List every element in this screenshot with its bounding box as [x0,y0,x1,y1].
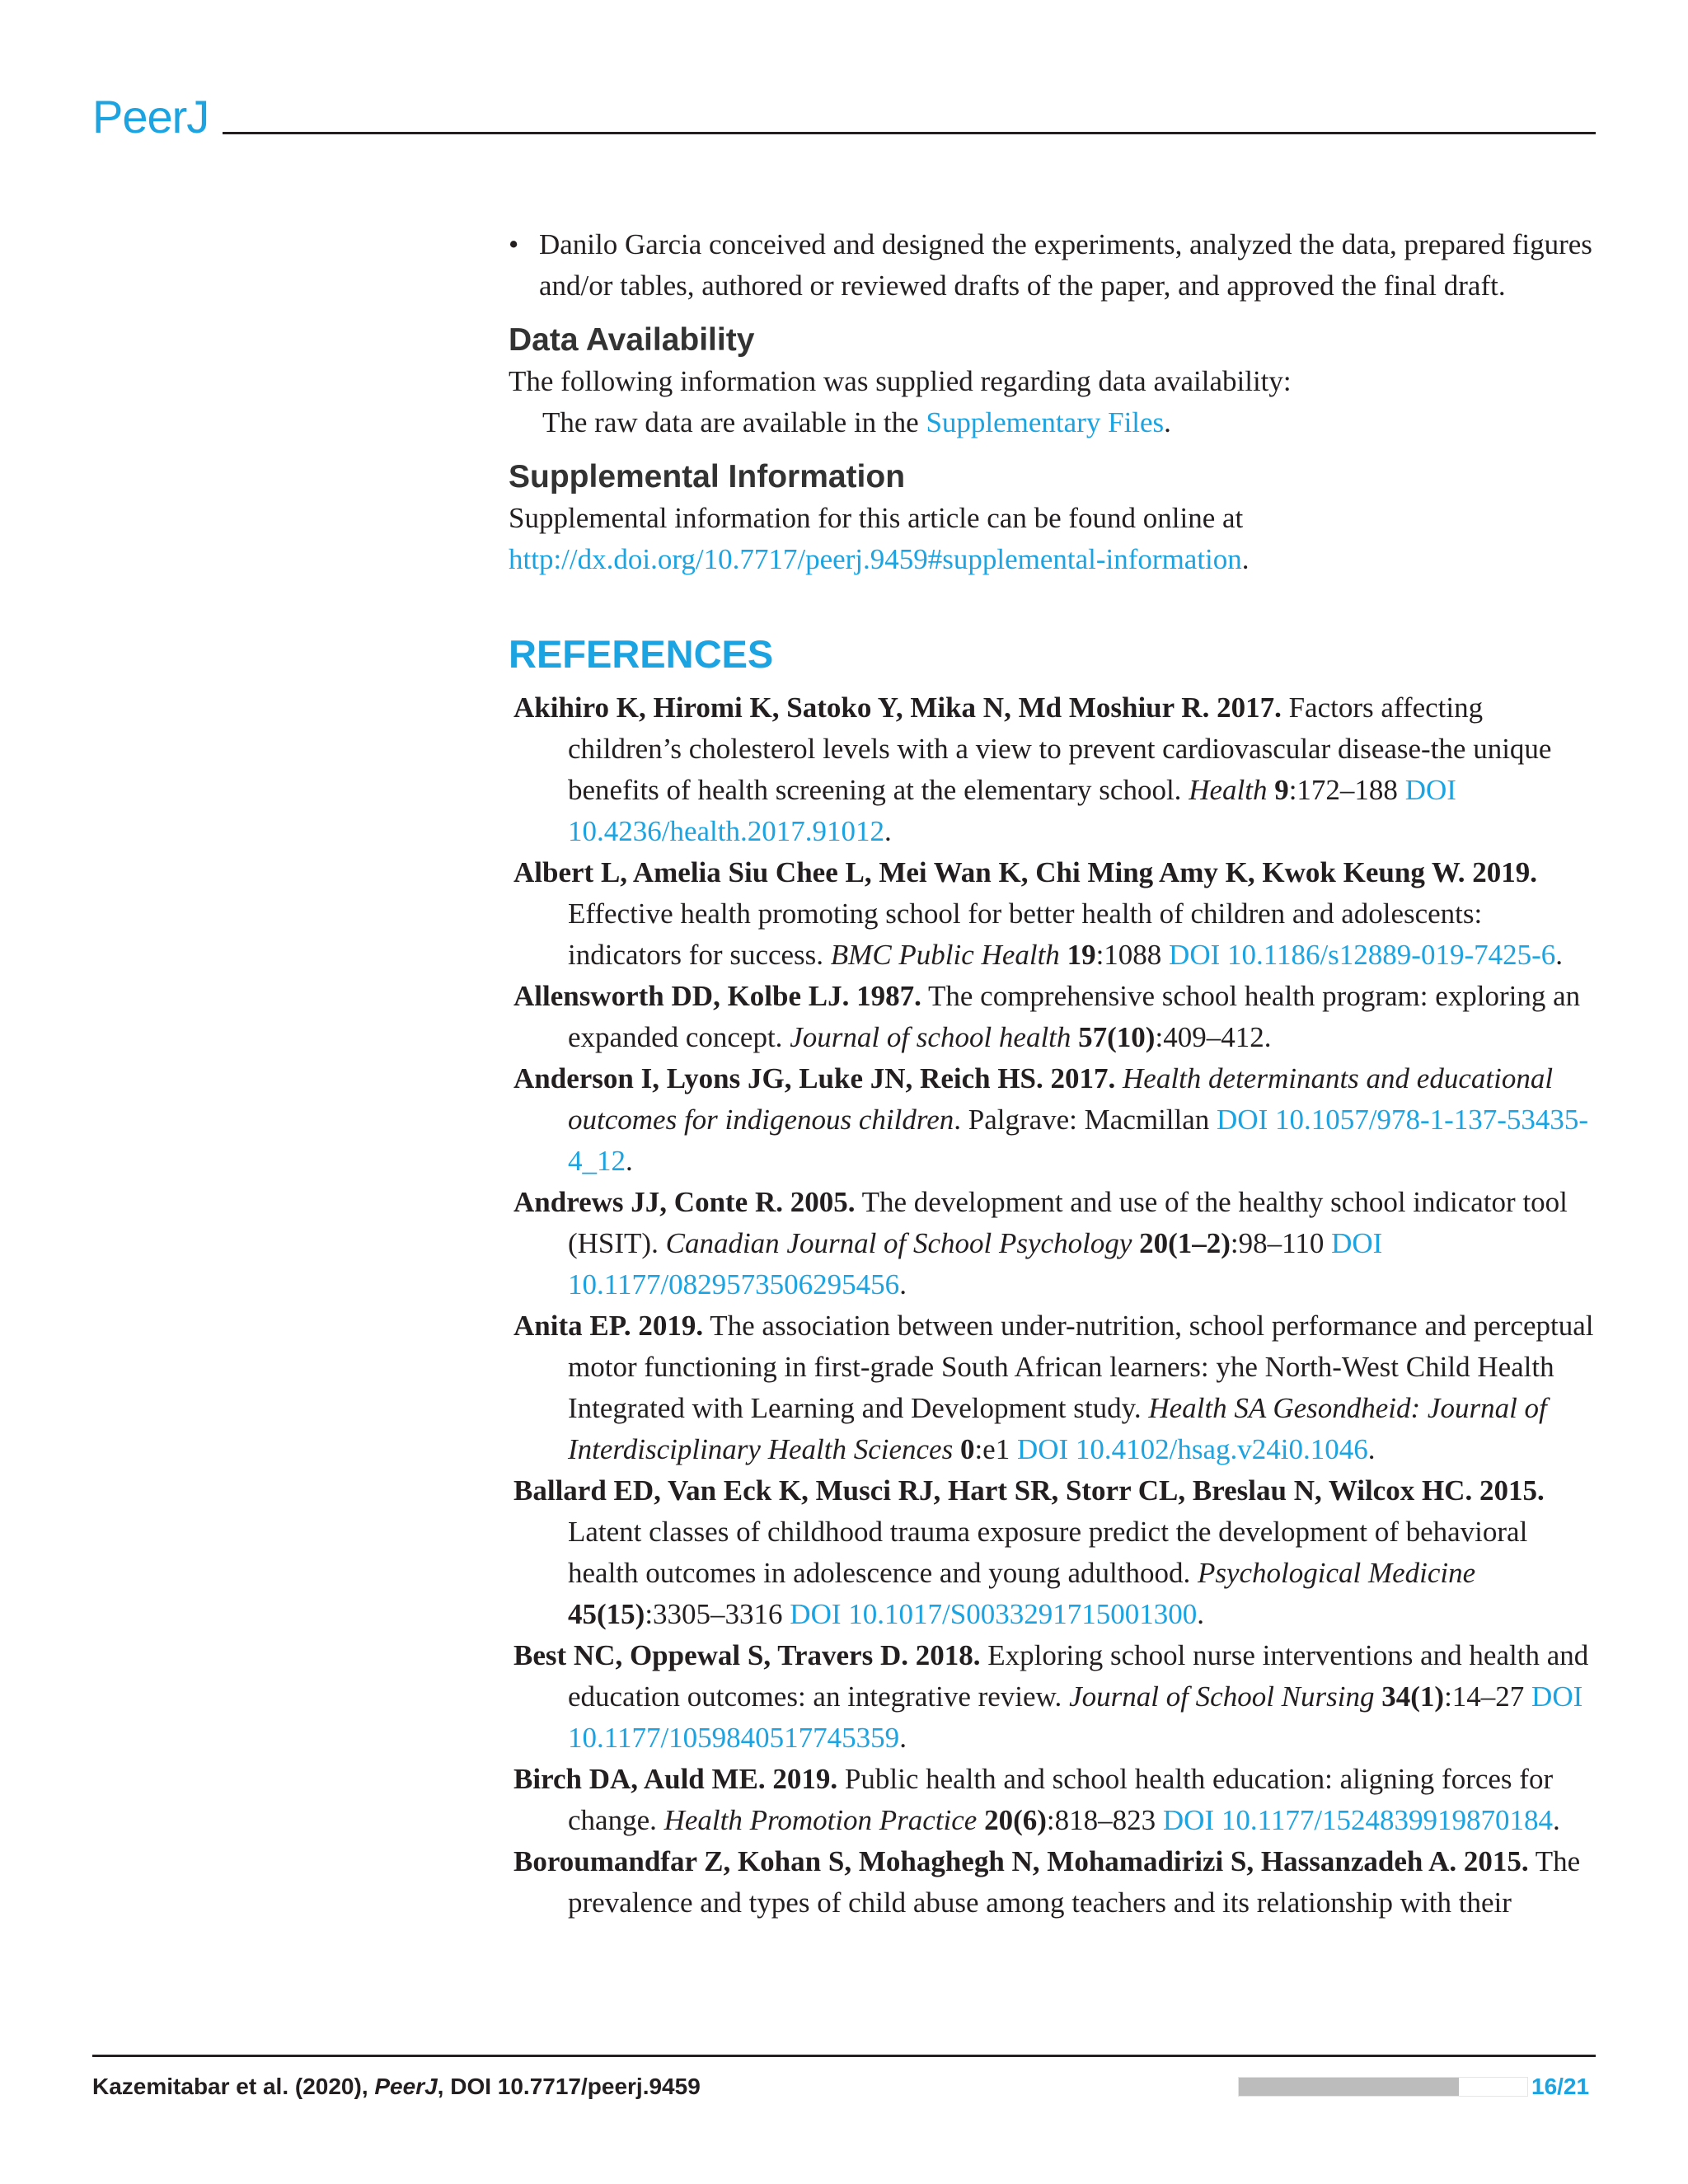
reference-pages: Palgrave: Macmillan [968,1104,1217,1136]
reference-pages: :1088 [1095,939,1170,971]
supplemental-doi-link[interactable]: http://dx.doi.org/10.7717/peerj.9459#supplemental-information [509,543,1242,575]
reference-doi-link[interactable]: DOI 10.1177/0829573506295456 [568,1227,1383,1301]
data-availability-intro: The following information was supplied regarding data availability: [509,365,1292,397]
reference-pages: :172–188 [1288,774,1405,806]
reference-end: . [1197,1598,1204,1630]
contribution-text: Danilo Garcia conceived and designed the experiments, analyzed the data, prepared figures and/or tables, authored or reviewed drafts of the paper, and approved the final draft. [539,228,1592,302]
reference-journal: Health SA Gesondheid: Journal of Interdisciplinary Health Sciences [568,1392,1547,1465]
page-content [509,224,1598,1924]
reference-volume: 9 [1274,774,1289,806]
reference-pages: :409–412. [1155,1021,1272,1053]
reference-doi-link[interactable]: DOI 10.1186/s12889-019-7425-6 [1169,939,1556,971]
reference-doi-link[interactable]: DOI 10.4236/health.2017.91012 [568,774,1456,847]
footer-authors: Kazemitabar et al. (2020), [92,2074,375,2099]
reference-title: The association between under-nutrition, school performance and perceptual motor functioning in first-grade South African learners: yhe North-West Child Health Integrated with Learning and Development study. [568,1310,1594,1424]
reference-pages: :818–823 [1046,1804,1163,1836]
reference-title: Public health and school health education: aligning forces for change. [568,1763,1554,1836]
data-availability-line [509,402,1598,443]
reference-item [509,1841,1598,1924]
reference-sep [1071,1021,1078,1053]
reference-end: . [899,1722,907,1754]
reference-authors: Andrews JJ, Conte R. 2005. [513,1186,856,1218]
reference-authors: Anita EP. 2019. [513,1310,704,1342]
footer-journal: PeerJ [374,2074,438,2099]
reference-end: . [884,815,892,847]
reference-end: . [1553,1804,1560,1836]
reference-journal: Canadian Journal of School Psychology [665,1227,1132,1259]
reference-volume: 57(10) [1078,1021,1156,1053]
reference-doi-link[interactable]: DOI 10.4102/hsag.v24i0.1046 [1016,1433,1368,1465]
reference-sep [1060,939,1067,971]
page-progress-bar [1238,2077,1528,2097]
reference-item [509,1635,1598,1759]
data-availability-pre: The raw data are available in the [542,406,926,438]
reference-sep: . [954,1104,968,1136]
reference-doi-link[interactable]: DOI 10.1017/S0033291715001300 [790,1598,1198,1630]
reference-title: Effective health promoting school for better health of children and adolescents: indicators for success. [568,898,1483,971]
reference-item [509,1058,1598,1182]
reference-authors: Anderson I, Lyons JG, Luke JN, Reich HS. 2017. [513,1062,1116,1094]
reference-journal: Psychological Medicine [1197,1557,1476,1589]
reference-authors: Akihiro K, Hiromi K, Satoko Y, Mika N, Md Moshiur R. 2017. [513,691,1282,724]
data-availability-heading: Data Availability [509,322,755,358]
supplementary-files-link[interactable]: Supplementary Files [926,406,1165,438]
reference-volume: 0 [959,1433,975,1465]
reference-item [509,1305,1598,1470]
reference-journal: Health determinants and educational outcomes for indigenous children [568,1062,1554,1136]
reference-volume: 34(1) [1381,1680,1445,1713]
reference-volume: 20(6) [984,1804,1047,1836]
data-availability-post: . [1164,406,1171,438]
reference-pages: :3305–3316 [645,1598,790,1630]
reference-item [509,1470,1598,1635]
reference-journal: Health [1189,774,1268,806]
reference-authors: Ballard ED, Van Eck K, Musci RJ, Hart SR, Storr CL, Breslau N, Wilcox HC. 2015. [513,1474,1545,1507]
footer-citation [92,2074,701,2100]
reference-title: The comprehensive school health program: exploring an expanded concept. [568,980,1581,1053]
reference-title: The development and use of the healthy school indicator tool (HSIT). [568,1186,1568,1259]
reference-volume: 45(15) [568,1598,645,1630]
supplemental-post: . [1241,543,1250,575]
reference-end: . [899,1268,907,1301]
reference-title: Factors affecting children’s cholesterol levels with a view to prevent cardiovascular disease-the unique benefits of health screening at the elementary school. [568,691,1552,806]
reference-sep [953,1433,960,1465]
reference-end: . [1555,939,1564,971]
supplemental-heading: Supplemental Information [509,459,906,494]
reference-doi-link[interactable]: DOI 10.1057/978-1-137-53435-4_12 [568,1104,1589,1177]
reference-item [509,852,1598,976]
supplemental-pre: Supplemental information for this article can be found online at [509,502,1244,534]
page-progress-fill [1239,2078,1459,2096]
footer-rule [92,2055,1596,2057]
reference-pages: :14–27 [1444,1680,1532,1713]
reference-sep [1267,774,1274,806]
page-number[interactable]: 16/21 [1531,2074,1590,2099]
reference-volume: 19 [1067,939,1096,971]
reference-sep [1375,1680,1382,1713]
peerj-logo: PeerJ [92,91,209,143]
reference-item [509,687,1598,852]
contribution-bullet [509,224,1598,307]
reference-title: The prevalence and types of child abuse among teachers and its relationship with their [568,1845,1581,1919]
reference-item [509,1759,1598,1841]
reference-item [509,1182,1598,1305]
reference-volume: 20(1–2) [1139,1227,1231,1259]
reference-journal: Journal of school health [790,1021,1071,1053]
bullet-dot: • [509,228,519,260]
reference-authors: Allensworth DD, Kolbe LJ. 1987. [513,980,921,1012]
reference-doi-link[interactable]: DOI 10.1177/1059840517745359 [568,1680,1583,1754]
footer-doi: , DOI 10.7717/peerj.9459 [437,2074,701,2099]
reference-end: . [626,1145,633,1177]
reference-title: Latent classes of childhood trauma exposure predict the development of behavioral health outcomes in adolescence and young adulthood. [568,1516,1528,1589]
reference-authors: Boroumandfar Z, Kohan S, Mohaghegh N, Mohamadirizi S, Hassanzadeh A. 2015. [513,1845,1529,1877]
references-heading: REFERENCES [509,632,774,676]
header-rule [223,132,1596,134]
reference-end: . [1367,1433,1376,1465]
reference-pages: :e1 [974,1433,1017,1465]
reference-doi-link[interactable]: DOI 10.1177/1524839919870184 [1162,1804,1554,1836]
reference-authors: Best NC, Oppewal S, Travers D. 2018. [513,1639,981,1671]
reference-item [509,976,1598,1058]
supplemental-text [509,498,1598,580]
reference-title: Exploring school nurse interventions and health and education outcomes: an integrative review. [568,1639,1589,1713]
reference-sep [977,1804,984,1836]
reference-sep [1132,1227,1139,1259]
reference-list [509,687,1598,1924]
reference-journal: Health Promotion Practice [663,1804,978,1836]
reference-pages: :98–110 [1230,1227,1332,1259]
reference-title [1115,1062,1123,1094]
reference-journal: Journal of School Nursing [1069,1680,1375,1713]
reference-journal: BMC Public Health [830,939,1060,971]
reference-authors: Albert L, Amelia Siu Chee L, Mei Wan K, Chi Ming Amy K, Kwok Keung W. 2019. [513,856,1537,888]
reference-authors: Birch DA, Auld ME. 2019. [513,1763,838,1795]
